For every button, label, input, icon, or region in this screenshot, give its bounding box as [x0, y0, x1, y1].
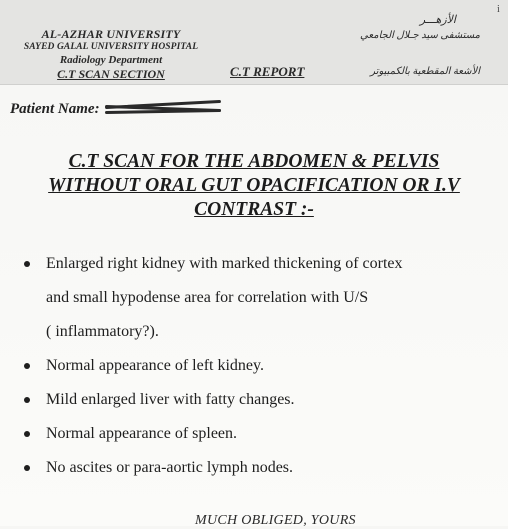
section-name: C.T SCAN SECTION: [57, 67, 165, 81]
title-line-2: WITHOUT ORAL GUT OPACIFICATION OR I.V: [48, 175, 460, 196]
arabic-university: الأزهـــر: [419, 14, 456, 26]
arabic-hospital: مستشفى سيد جـلال الجامعي: [360, 30, 480, 41]
finding-text: and small hypodense area for correlation with U/S: [46, 289, 369, 306]
finding-text: Mild enlarged liver with fatty changes.: [46, 391, 295, 408]
signoff: MUCH OBLIGED, YOURS: [195, 513, 356, 528]
finding-item: [22, 247, 492, 349]
finding-text: No ascites or para-aortic lymph nodes.: [46, 459, 294, 476]
report-label: C.T REPORT: [230, 64, 305, 79]
finding-item: [22, 349, 492, 383]
finding-text: Normal appearance of spleen.: [46, 425, 238, 442]
bullet-icon: [24, 397, 30, 403]
title-line-1: C.T SCAN FOR THE ABDOMEN & PELVIS: [68, 151, 440, 172]
finding-item: [22, 451, 492, 485]
department-name: Radiology Department: [59, 54, 163, 66]
bullet-icon: [24, 465, 30, 471]
arabic-section: الأشعة المقطعية بالكمبيوتر: [370, 66, 480, 77]
finding-item: [22, 417, 492, 451]
finding-text: Enlarged right kidney with marked thickening of cortex: [46, 255, 403, 272]
patient-name-label: Patient Name:: [10, 101, 100, 117]
title-line-3: CONTRAST :-: [194, 199, 314, 220]
letterhead-english: [8, 27, 214, 81]
redacted-patient-name: [105, 101, 221, 114]
findings-list: [22, 247, 492, 485]
finding-text: ( inflammatory?).: [46, 323, 159, 340]
report-title: [10, 150, 498, 222]
finding-item: [22, 383, 492, 417]
university-name: AL-AZHAR UNIVERSITY: [41, 27, 181, 41]
hospital-name: SAYED GALAL UNIVERSITY HOSPITAL: [23, 42, 199, 52]
patient-name-row: [10, 101, 221, 118]
letterhead-arabic: [360, 12, 480, 80]
bullet-icon: [24, 363, 30, 369]
finding-text: Normal appearance of left kidney.: [46, 357, 264, 374]
bullet-icon: [24, 261, 30, 267]
bullet-icon: [24, 431, 30, 437]
corner-mark: i: [497, 4, 500, 15]
